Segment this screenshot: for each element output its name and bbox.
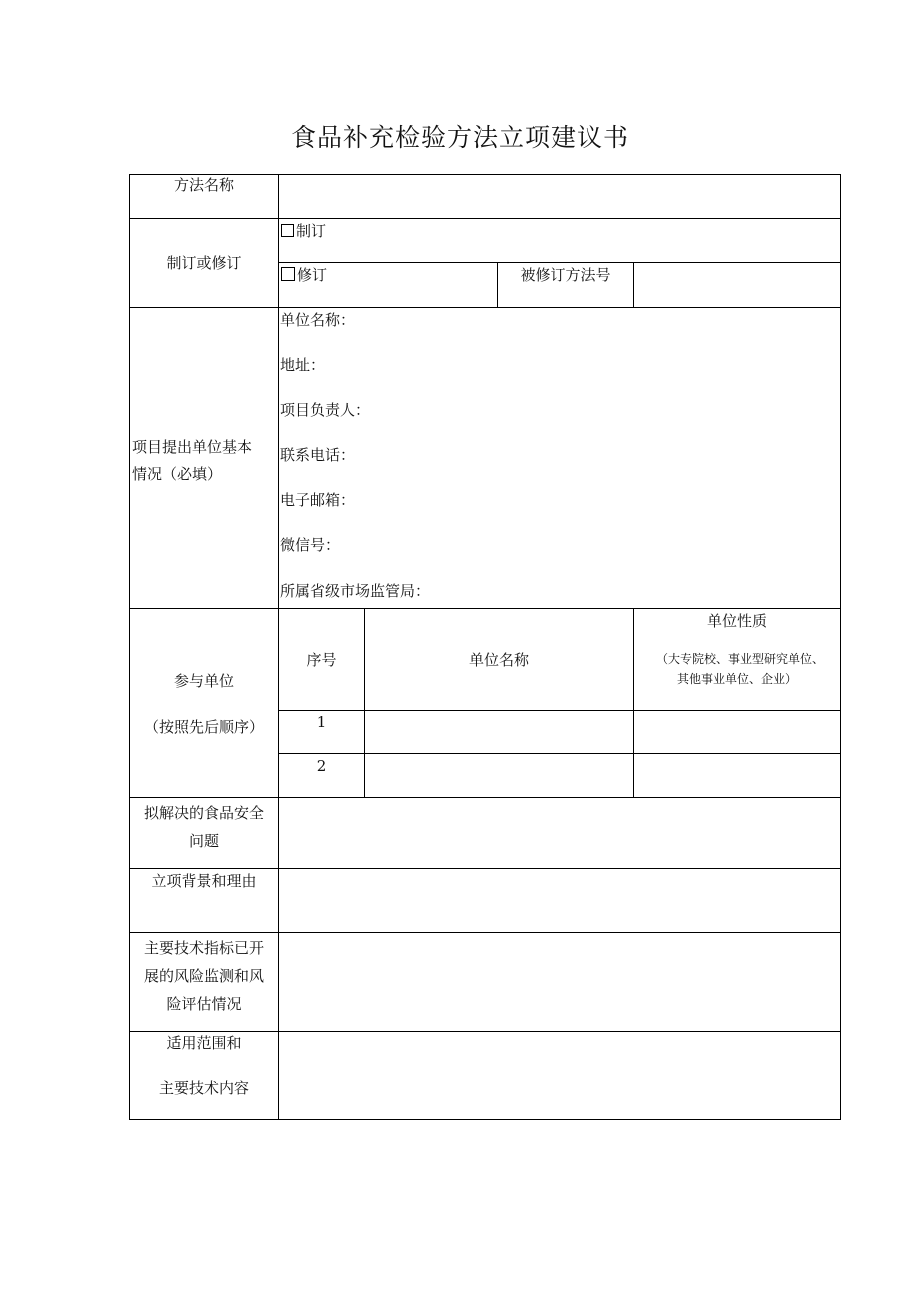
proposer-field-phone: 联系电话： — [280, 446, 356, 464]
option-new[interactable] — [281, 217, 326, 245]
revise-type-label: 制订或修订 — [166, 254, 242, 272]
row-divider — [130, 932, 840, 933]
method-name-label: 方法名称 — [173, 176, 234, 194]
option-revise[interactable] — [281, 261, 327, 289]
background-label: 立项背景和理由 — [151, 872, 257, 890]
participants-divider-b — [633, 609, 634, 797]
proposer-field-address: 地址： — [280, 356, 326, 374]
proposer-field-leader: 项目负责人： — [280, 401, 371, 419]
option-new-label: 制订 — [296, 222, 327, 240]
option-revise-label: 修订 — [297, 266, 328, 284]
participants-divider-a — [364, 609, 365, 797]
col-nature-note-line1: （大专院校、事业型研究单位、 — [655, 652, 824, 666]
col-name-header: 单位名称 — [468, 651, 529, 669]
proposal-form — [129, 174, 841, 1120]
col-seq-header: 序号 — [306, 651, 337, 669]
risk-label-line1: 主要技术指标已开 — [143, 939, 264, 957]
method-name-field[interactable] — [279, 175, 840, 218]
row-divider — [130, 307, 840, 308]
revised-method-no-field[interactable] — [634, 263, 840, 307]
col-nature-note-line2: 其他事业单位、企业） — [676, 672, 797, 686]
participant-row-seq: 1 — [316, 713, 327, 731]
row-divider — [130, 797, 840, 798]
participants-label-line2: （按照先后顺序） — [143, 718, 264, 736]
revised-method-no-label: 被修订方法号 — [520, 266, 611, 284]
participant-row-seq: 2 — [316, 757, 327, 775]
checkbox-new-icon[interactable] — [281, 224, 294, 237]
proposer-label-line1: 项目提出单位基本 — [132, 438, 253, 456]
proposer-field-wechat: 微信号： — [280, 536, 341, 554]
scope-label-line1: 适用范围和 — [166, 1034, 242, 1052]
checkbox-revise-icon[interactable] — [281, 267, 295, 281]
col-nature-header: 单位性质 — [706, 612, 767, 630]
proposer-field-unit-name: 单位名称： — [280, 311, 356, 329]
scope-label-line2: 主要技术内容 — [158, 1079, 249, 1097]
document-title: 食品补充检验方法立项建议书 — [290, 123, 629, 152]
risk-label-line2: 展的风险监测和风 — [143, 967, 264, 985]
food-safety-label-line2: 问题 — [188, 832, 219, 850]
participants-label-line1: 参与单位 — [173, 672, 234, 690]
risk-label-line3: 险评估情况 — [166, 995, 242, 1013]
proposer-field-email: 电子邮箱： — [280, 491, 356, 509]
proposer-label-line2: 情况（必填） — [132, 465, 223, 483]
row-divider — [130, 218, 840, 219]
proposer-field-regulator: 所属省级市场监管局： — [280, 582, 431, 600]
food-safety-label-line1: 拟解决的食品安全 — [143, 804, 264, 822]
